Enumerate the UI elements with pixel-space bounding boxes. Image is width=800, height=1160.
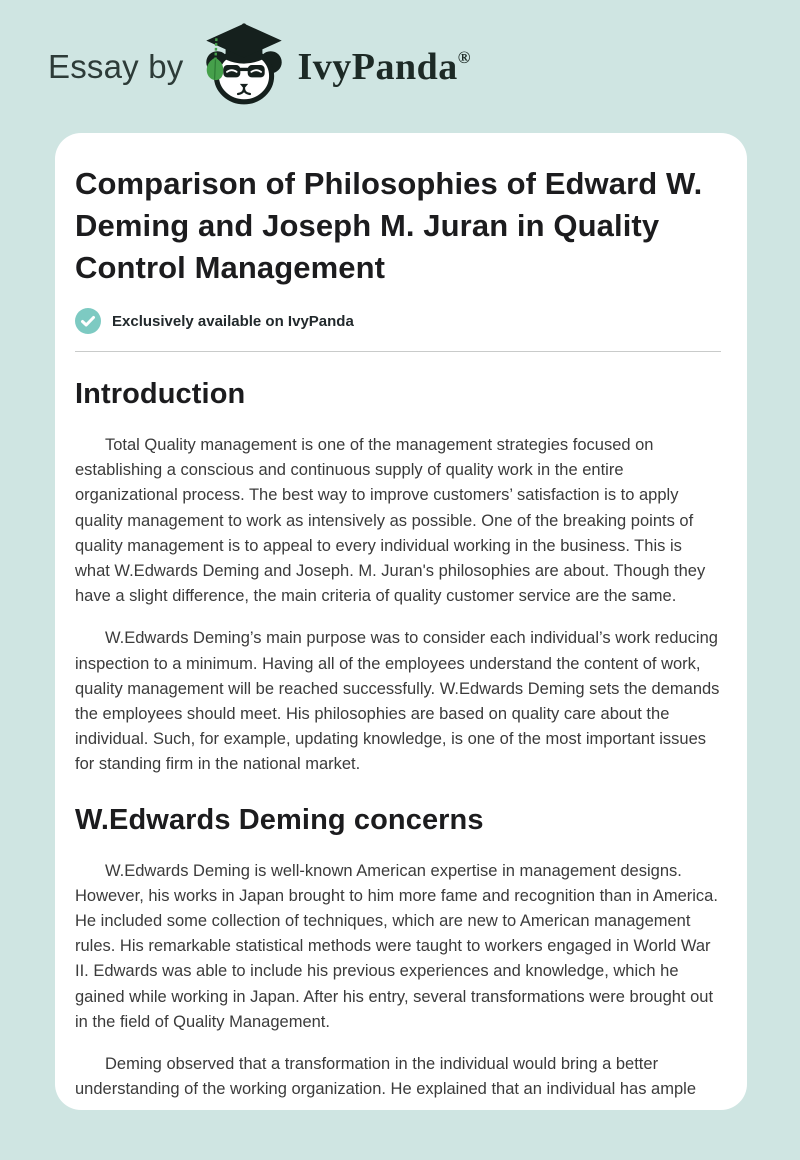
panda-graduate-icon xyxy=(198,19,290,111)
paragraph: W.Edwards Deming is well-known American expertise in management designs. However, his works in Japan brought to him more fame and recognition than in America. He included some collection of techniques, which are new to American management rules. His remarkable statistical methods were taught to workers engaged in World War II. Edwards was able to include his previous experiences and knowledge, which he gained while working in Japan. After his entry, several transformations were brought out in the field of Quality Management. xyxy=(75,861,718,1031)
registered-mark: ® xyxy=(457,47,471,67)
brand-text: IvyPanda xyxy=(297,45,458,88)
essay-by-label: Essay by xyxy=(48,47,184,85)
availability-label: Exclusively available on IvyPanda xyxy=(112,312,354,330)
page-title: Comparison of Philosophies of Edward W. Deming and Joseph M. Juran in Quality Control Management xyxy=(75,166,703,285)
divider xyxy=(75,351,721,352)
section-introduction xyxy=(75,378,721,778)
section-deming-concerns xyxy=(75,804,721,1103)
essay-card xyxy=(55,133,747,1110)
site-header xyxy=(0,0,800,133)
availability-row xyxy=(75,307,721,335)
paragraph: W.Edwards Deming’s main purpose was to consider each individual’s work reducing inspection to a minimum. Having all of the employees understand the content of work, quality management will be reached successfully. W.Edwards Deming sets the demands the employees should meet. His philosophies are based on quality care about the individual. Such, for example, updating knowledge, is one of the most important issues for standing firm in the national market. xyxy=(75,629,720,774)
check-icon xyxy=(75,308,101,334)
brand-name xyxy=(298,45,471,89)
paragraph: Deming observed that a transformation in the individual would bring a better understanding of the working organization. He explained that an individual has ample xyxy=(75,1055,696,1099)
section-heading-deming-concerns: W.Edwards Deming concerns xyxy=(75,803,484,836)
paragraph: Total Quality management is one of the management strategies focused on establishing a conscious and continuous supply of quality work in the entire organizational process. The best way to improve customers’ satisfaction is to apply quality management to work as intensively as possible. One of the breaking points of quality management is to appeal to every individual working in the business. This is what W.Edwards Deming and Joseph. M. Juran's philosophies are about. Though they have a slight difference, the main criteria of quality customer service are the same. xyxy=(75,436,706,606)
section-heading-introduction: Introduction xyxy=(75,378,246,410)
